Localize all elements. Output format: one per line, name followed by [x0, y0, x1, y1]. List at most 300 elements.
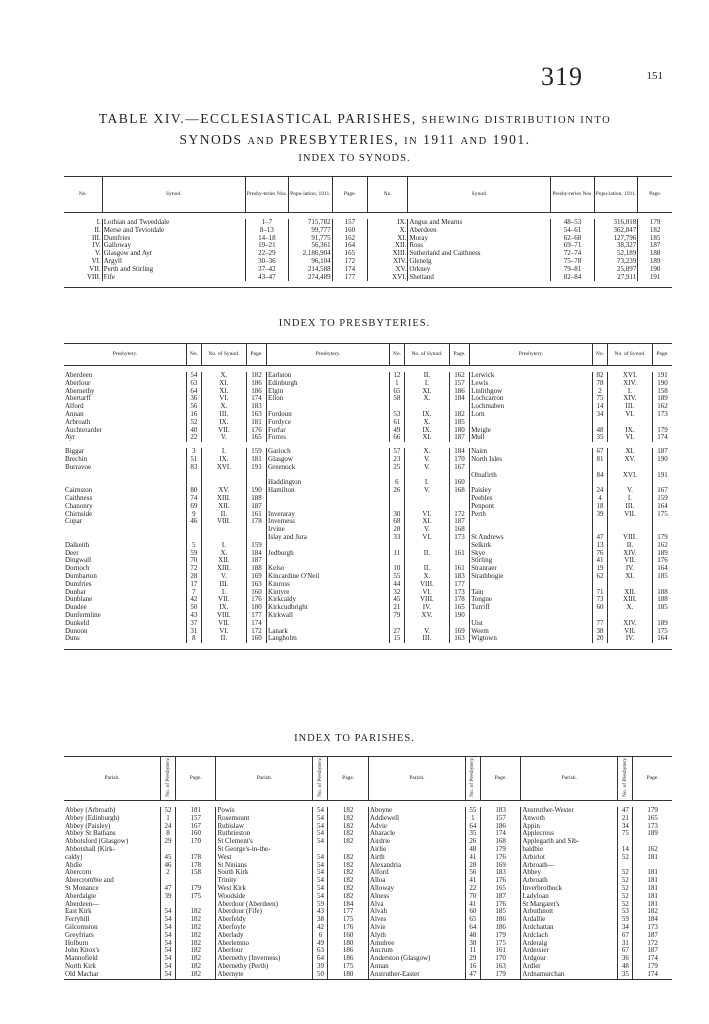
parish-presbytery: 48 [465, 846, 480, 854]
parish-row [64, 893, 672, 901]
presbytery-row [64, 388, 672, 396]
parish-page: 182 [328, 823, 368, 831]
synod-population: 73,239 [594, 258, 638, 266]
parish-presbytery: 31 [618, 940, 633, 948]
presbytery-synod: XII. [201, 503, 246, 511]
parish-name: Airlie [368, 846, 465, 854]
synod-header-synod: Synod. [102, 177, 245, 213]
parish-name: Alves [368, 916, 465, 924]
parish-name: Abbotsford (Glasgow) [65, 837, 129, 846]
presbytery-name: Dumbarton [65, 571, 97, 580]
presbytery-number: 25 [390, 464, 405, 472]
synod-page: 188 [638, 250, 672, 258]
parish-page: 158 [176, 869, 216, 877]
presbytery-page: 173 [449, 589, 469, 597]
presbytery-name: Dumfries [65, 579, 92, 588]
presbytery-name: St Andrews [470, 534, 593, 542]
presbytery-synod: VII. [201, 620, 246, 628]
presbytery-name: Mull [470, 434, 593, 442]
parish-name: Alexandria [368, 862, 465, 870]
parish-name: West [216, 854, 313, 862]
presbytery-number: 35 [593, 434, 608, 442]
presbytery-number: 67 [593, 448, 608, 456]
presbytery-number: 50 [187, 604, 202, 612]
presbytery-synod [201, 472, 246, 480]
presbytery-page: 167 [653, 487, 673, 495]
presbytery-header-no: No. [593, 344, 608, 366]
parish-presbytery: 52 [161, 807, 176, 815]
synod-population: 27,911 [594, 274, 638, 282]
parish-presbytery: 64 [465, 924, 480, 932]
presbytery-number: 5 [187, 542, 202, 550]
synod-population: 316,018 [594, 219, 638, 227]
presbytery-page: 159 [653, 495, 673, 503]
presbytery-number: 73 [593, 596, 608, 604]
parish-row [64, 916, 672, 924]
presbytery-synod: I. [404, 380, 449, 388]
presbytery-row [64, 550, 672, 558]
parish-presbytery: 64 [313, 955, 328, 963]
presbytery-page: 177 [246, 612, 266, 620]
presbytery-number: 11 [390, 550, 405, 558]
presbytery-name: Haddington [267, 479, 390, 487]
parish-name: Advie [368, 823, 465, 831]
presbytery-name: Lochcarron [470, 395, 593, 403]
title-presbyteries: PRESBYTERIES, [279, 132, 400, 147]
presbytery-number: 8 [187, 635, 202, 643]
presbytery-page: 181 [246, 456, 266, 464]
synod-name: Perth and Stirling [102, 266, 245, 274]
parish-name: Aboyne [368, 807, 465, 815]
synod-name: Moray [408, 235, 551, 243]
parish-name: St Clement's [216, 838, 313, 846]
presbytery-page: 187 [449, 518, 469, 526]
presbytery-row [64, 526, 672, 534]
parish-page: 182 [176, 963, 216, 971]
presbytery-row [64, 419, 672, 427]
synod-name: Fife [102, 274, 245, 282]
parish-presbytery: 63 [313, 947, 328, 955]
presbytery-synod: XIII. [201, 565, 246, 573]
presbytery-name: Chanonry [65, 501, 93, 510]
presbytery-number [187, 526, 202, 534]
parish-row [64, 940, 672, 948]
presbytery-synod: X. [404, 448, 449, 456]
synod-name: Merse and Teviotdale [102, 227, 245, 235]
presbytery-synod: IV. [404, 604, 449, 612]
parish-presbytery: 14 [618, 846, 633, 854]
synod-number: VIII. [86, 272, 101, 281]
presbytery-synod: I. [404, 479, 449, 487]
synod-presbyteries: 8–13 [245, 227, 288, 235]
presbytery-number: 80 [187, 487, 202, 495]
parish-header-presbytery: No. of Presbytery. [161, 757, 176, 801]
presbytery-page: 174 [653, 434, 673, 442]
presbytery-row [64, 542, 672, 550]
presbytery-page: 184 [449, 395, 469, 403]
presbytery-page: 189 [653, 395, 673, 403]
presbytery-number: 31 [187, 628, 202, 636]
parish-presbytery: 54 [313, 830, 328, 838]
parish-name: Aberfoyle [216, 924, 313, 932]
parish-presbytery: 54 [313, 807, 328, 815]
presbytery-synod: III. [201, 411, 246, 419]
presbytery-name: Abertarff [65, 394, 91, 403]
presbytery-name: Lochmaben [470, 403, 593, 411]
presbytery-page: 165 [449, 604, 469, 612]
presbytery-page: 177 [449, 581, 469, 589]
parish-page: 183 [480, 807, 520, 815]
parish-presbytery: 67 [618, 947, 633, 955]
presbytery-synod: XI. [607, 448, 652, 456]
parish-presbytery: 46 [161, 862, 176, 870]
parish-presbytery: 54 [161, 971, 176, 979]
presbytery-synod: VII. [607, 511, 652, 519]
synod-presbyteries: 48–53 [551, 219, 594, 227]
presbytery-page: 173 [449, 534, 469, 542]
parish-presbytery: 54 [313, 893, 328, 901]
synod-population: 52,189 [594, 250, 638, 258]
presbytery-number: 60 [593, 604, 608, 612]
parish-page: 162 [633, 846, 672, 854]
parish-presbytery: 54 [313, 877, 328, 885]
parish-presbytery: 54 [313, 885, 328, 893]
presbytery-number: 40 [187, 427, 202, 435]
parish-name: Woodside [216, 893, 313, 901]
parish-presbytery: 8 [161, 830, 176, 838]
synod-presbyteries: 14–18 [245, 235, 288, 243]
presbytery-number: 84 [593, 472, 608, 480]
parish-row [64, 885, 672, 893]
presbytery-row [64, 456, 672, 464]
synod-name: Dumfries [102, 235, 245, 243]
parish-page: 169 [480, 862, 520, 870]
presbytery-page: 169 [246, 573, 266, 581]
parish-presbytery: 54 [313, 862, 328, 870]
parish-presbytery: 54 [313, 823, 328, 831]
parish-page: 179 [176, 885, 216, 893]
synod-page: 172 [332, 258, 367, 266]
parish-name: Alloa [368, 877, 465, 885]
presbytery-row [64, 604, 672, 612]
presbytery-page: 160 [246, 635, 266, 643]
parish-page: 177 [328, 908, 368, 916]
presbytery-name: Dunkeld [65, 618, 90, 627]
presbytery-number: 68 [390, 518, 405, 526]
synod-presbyteries: 43–47 [245, 274, 288, 282]
presbytery-row [64, 472, 672, 480]
presbytery-number: 45 [390, 596, 405, 604]
parish-presbytery: 41 [465, 901, 480, 909]
presbytery-number: 58 [390, 395, 405, 403]
presbytery-number: 57 [390, 448, 405, 456]
presbytery-synod: II. [404, 372, 449, 380]
presbytery-synod: II. [404, 550, 449, 558]
presbytery-name: Garioch [267, 448, 390, 456]
parish-name: Abernyte [216, 971, 313, 979]
parish-page: 170 [480, 955, 520, 963]
presbytery-synod: VIII. [201, 518, 246, 526]
parish-name: Inverbrothock [521, 885, 618, 893]
synods-body [64, 213, 672, 288]
presbytery-page: 188 [653, 596, 673, 604]
presbytery-page: 189 [653, 550, 673, 558]
presbytery-number: 19 [593, 565, 608, 573]
presbytery-page: 163 [449, 635, 469, 643]
parish-page: 182 [328, 830, 368, 838]
presbytery-name: Lerwick [470, 372, 593, 380]
presbytery-number: 51 [187, 456, 202, 464]
parish-presbytery: 59 [618, 916, 633, 924]
parish-page: 187 [480, 893, 520, 901]
presbytery-page: 175 [653, 628, 673, 636]
parish-header-page: Page. [328, 757, 368, 801]
presbytery-header-synod: No. of Synod. [607, 344, 652, 366]
presbytery-name: Kelso [267, 565, 390, 573]
parish-presbytery: 41 [465, 877, 480, 885]
parish-presbytery: 53 [618, 908, 633, 916]
presbytery-synod: XVI. [201, 464, 246, 472]
presbytery-page: 185 [653, 573, 673, 581]
parish-presbytery: 34 [618, 823, 633, 831]
presbytery-synod: VI. [201, 395, 246, 403]
presbytery-row [64, 403, 672, 411]
parish-presbytery: 21 [618, 815, 633, 823]
parish-presbytery: 6 [313, 932, 328, 940]
synod-header-page: Page. [638, 177, 672, 213]
presbytery-synod: IV. [607, 565, 652, 573]
presbytery-synod: XI. [404, 434, 449, 442]
synod-population: 96,104 [289, 258, 333, 266]
parish-name: South Kirk [216, 869, 313, 877]
parish-name: Ruthrieston [216, 830, 313, 838]
synod-name: Galloway [102, 242, 245, 250]
presbytery-page: 161 [246, 511, 266, 519]
presbytery-header-synod: No. of Synod. [404, 344, 449, 366]
presbytery-name: Inverness [267, 518, 390, 526]
presbytery-row [64, 448, 672, 456]
synod-name: Glasgow and Ayr [102, 250, 245, 258]
presbytery-page: 168 [449, 487, 469, 495]
presbytery-page: 187 [449, 434, 469, 442]
presbytery-page: 178 [246, 518, 266, 526]
parish-page: 157 [480, 815, 520, 823]
presbytery-page [246, 472, 266, 480]
presbytery-synod: XI. [607, 573, 652, 581]
parish-header-page: Page. [176, 757, 216, 801]
parish-presbytery: 49 [313, 940, 328, 948]
parish-presbytery: 54 [161, 908, 176, 916]
synod-header-no: No. [368, 177, 408, 213]
presbytery-number: 83 [187, 464, 202, 472]
presbytery-number: 2 [593, 388, 608, 396]
presbytery-synod: VI. [404, 511, 449, 519]
presbytery-name: Burravoe [65, 462, 92, 471]
presbytery-synod: XI. [201, 380, 246, 388]
presbytery-page: 161 [449, 565, 469, 573]
presbytery-name: Jedburgh [267, 550, 390, 558]
parish-name: St George's-in-the- [216, 846, 313, 854]
presbytery-row [64, 487, 672, 495]
parish-presbytery: 54 [161, 916, 176, 924]
synod-page: 185 [638, 235, 672, 243]
parish-page: 163 [480, 963, 520, 971]
synod-population: 38,327 [594, 242, 638, 250]
parish-presbytery: 39 [313, 963, 328, 971]
parish-row [64, 901, 672, 909]
presbytery-synod: IX. [201, 604, 246, 612]
parish-page: 178 [176, 854, 216, 862]
title-and-1: AND [247, 136, 275, 147]
parish-page: 182 [328, 885, 368, 893]
presbytery-page: 181 [246, 419, 266, 427]
presbytery-name: Edinburgh [267, 380, 390, 388]
presbytery-page: 162 [653, 403, 673, 411]
presbytery-number: 12 [390, 372, 405, 380]
synod-number: XVI. [368, 274, 408, 282]
presbytery-page: 160 [449, 479, 469, 487]
presbytery-number: 79 [390, 612, 405, 620]
presbytery-synod: VIII. [201, 612, 246, 620]
presbytery-name: Abernethy [65, 386, 95, 395]
synod-population: 214,588 [289, 266, 333, 274]
parish-page: 174 [480, 830, 520, 838]
presbytery-number: 78 [593, 380, 608, 388]
presbytery-page: 189 [653, 620, 673, 628]
synod-presbyteries: 19–21 [245, 242, 288, 250]
synod-presbyteries: 1–7 [245, 219, 288, 227]
presbytery-number [390, 495, 405, 503]
parish-page: 176 [328, 924, 368, 932]
presbytery-page: 186 [449, 388, 469, 396]
parish-name: Ardgour [521, 955, 618, 963]
synod-presbyteries: 30–36 [245, 258, 288, 266]
presbytery-page: 167 [449, 464, 469, 472]
presbytery-number: 49 [390, 427, 405, 435]
parish-presbytery: 52 [618, 893, 633, 901]
parish-presbytery: 59 [313, 901, 328, 909]
parish-page: 182 [328, 869, 368, 877]
presbytery-number: 53 [390, 411, 405, 419]
presbytery-page: 191 [246, 464, 266, 472]
presbytery-header-no: No. [390, 344, 405, 366]
presbytery-name: Nairn [470, 448, 593, 456]
presbytery-page: 157 [449, 380, 469, 388]
parish-page: 181 [633, 901, 672, 909]
presbytery-name: Kintyre [267, 589, 390, 597]
presbytery-row [64, 565, 672, 573]
parish-presbytery: 1 [161, 815, 176, 823]
presbytery-row [64, 557, 672, 565]
synod-number: VI. [91, 256, 101, 265]
parish-page: 157 [176, 815, 216, 823]
presbytery-number: 54 [187, 372, 202, 380]
presbytery-name: Fordyce [267, 419, 390, 427]
parish-page: 187 [633, 932, 672, 940]
presbytery-synod: XII. [607, 589, 652, 597]
presbytery-number: 64 [187, 388, 202, 396]
parish-page: 174 [633, 971, 672, 979]
parish-page: 181 [176, 807, 216, 815]
parish-presbytery: 2 [161, 869, 176, 877]
presbytery-synod: IX. [404, 411, 449, 419]
synod-name: Shetland [408, 274, 551, 282]
parish-presbytery: 60 [465, 908, 480, 916]
parish-row [64, 971, 672, 979]
parish-name: Powis [216, 807, 313, 815]
presbytery-number: 6 [390, 479, 405, 487]
presbytery-page: 170 [449, 456, 469, 464]
synod-presbyteries: 37–42 [245, 266, 288, 274]
parish-presbytery: 54 [161, 924, 176, 932]
parish-presbytery: 55 [465, 807, 480, 815]
parish-presbytery: 56 [465, 869, 480, 877]
synod-presbyteries: 62–68 [551, 235, 594, 243]
parish-page: 178 [176, 862, 216, 870]
presbytery-page: 174 [246, 395, 266, 403]
presbytery-number: 18 [593, 503, 608, 511]
parish-page: 179 [633, 963, 672, 971]
presbytery-name: Penpont [470, 503, 593, 511]
synod-page: 177 [332, 274, 367, 282]
synod-population: 2,186,904 [289, 250, 333, 258]
parish-name: Ardchattan [521, 924, 618, 932]
presbytery-page: 182 [449, 411, 469, 419]
presbytery-number: 7 [187, 589, 202, 597]
presbytery-row [64, 628, 672, 636]
parish-name: Ladyloan [521, 893, 618, 901]
synod-name: Sutherland and Caithness [408, 250, 551, 258]
presbytery-number: 61 [390, 419, 405, 427]
parish-row [64, 955, 672, 963]
parish-page: 186 [328, 955, 368, 963]
parish-name: Aberfeldy [216, 916, 313, 924]
parish-header-name: Parish. [64, 757, 161, 801]
presbytery-synod: IX. [404, 427, 449, 435]
presbytery-header-page: Page. [246, 344, 266, 366]
presbytery-name [267, 557, 390, 565]
presbytery-name: Inveraray [267, 511, 390, 519]
parish-presbytery: 41 [465, 854, 480, 862]
presbytery-synod: V. [607, 487, 652, 495]
presbytery-row [64, 372, 672, 380]
parish-name: Anderston (Glasgow) [368, 955, 465, 963]
parish-page: 189 [633, 830, 672, 838]
parish-name: Airdrie [368, 838, 465, 846]
synod-presbyteries: 69–71 [551, 242, 594, 250]
presbytery-number: 32 [390, 589, 405, 597]
presbytery-page: 191 [653, 472, 673, 480]
presbytery-number: 46 [187, 518, 202, 526]
presbytery-page: 180 [246, 604, 266, 612]
synod-number: XII. [368, 242, 408, 250]
presbytery-number: 69 [187, 503, 202, 511]
synod-header-population: Popu-lation, 1911. [594, 177, 638, 213]
parish-page: 182 [176, 916, 216, 924]
presbytery-synod: V. [201, 573, 246, 581]
parish-row [64, 846, 672, 854]
presbytery-name: Cupar [65, 517, 83, 526]
parish-name: Alness [368, 893, 465, 901]
page-title [40, 109, 670, 151]
synod-presbyteries: 79–81 [551, 266, 594, 274]
synod-population: 127,796 [594, 235, 638, 243]
parish-page: 184 [328, 901, 368, 909]
presbytery-page: 164 [653, 565, 673, 573]
presbytery-synod: V. [404, 628, 449, 636]
presbytery-page: 191 [653, 372, 673, 380]
page-number-alt: 151 [646, 70, 663, 82]
